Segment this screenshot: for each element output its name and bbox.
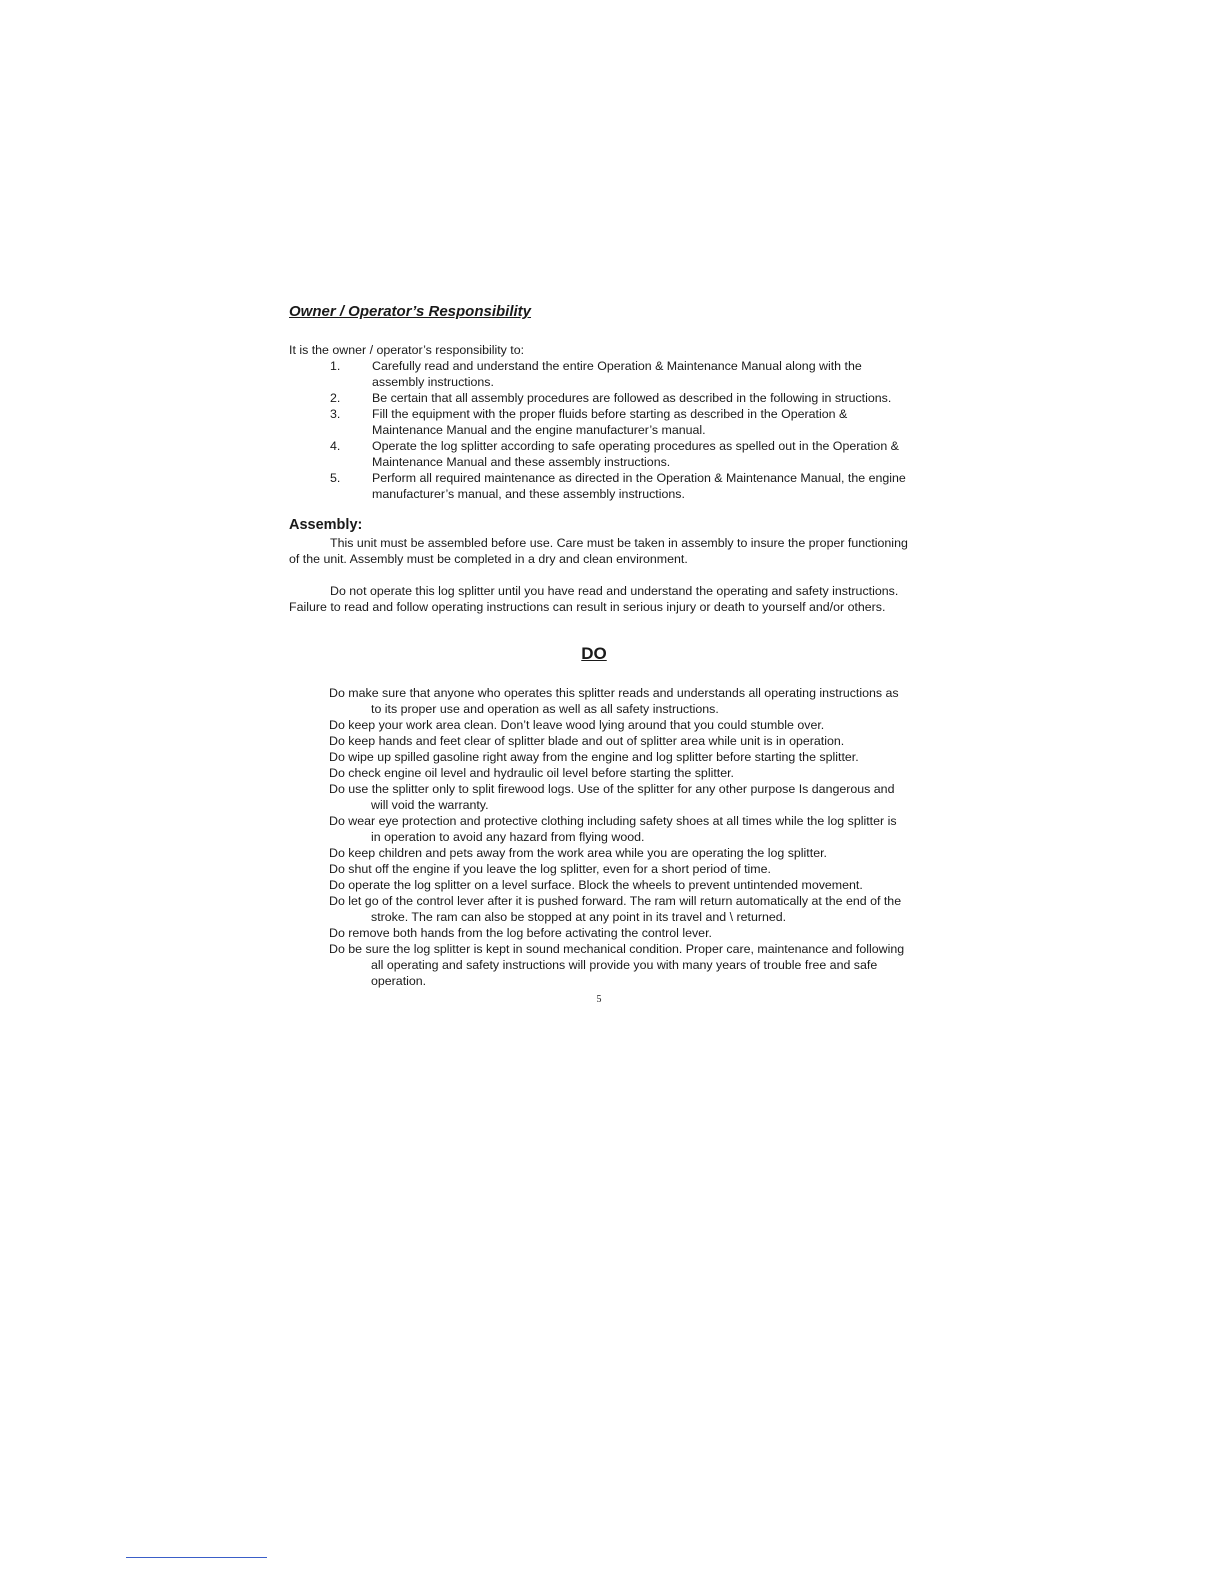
do-item: Do keep your work area clean. Don’t leave wood lying around that you could stumble over. — [329, 718, 825, 732]
list-item-text: Operate the log splitter according to safe operating procedures as spelled out in the Operation & Maintenance Manual and these assembly instructions. — [372, 439, 899, 469]
list-item-text: Carefully read and understand the entire Operation & Maintenance Manual along with the assembly instructions. — [372, 359, 862, 389]
do-item: Do make sure that anyone who operates this splitter reads and understands all operating instructions as to its proper use and operation as well as all safety instructions. — [329, 686, 899, 716]
list-item-number: 3. — [330, 407, 341, 421]
do-item: Do shut off the engine if you leave the log splitter, even for a short period of time. — [329, 862, 771, 876]
do-item: Do remove both hands from the log before activating the control lever. — [329, 926, 712, 940]
owner-responsibility-title: Owner / Operator’s Responsibility — [289, 303, 532, 320]
list-item-number: 2. — [330, 391, 341, 405]
list-item-text: Fill the equipment with the proper fluids before starting as described in the Operation & Maintenance Manual and the engine manufacturer’s manual. — [372, 407, 848, 437]
do-item: Do wear eye protection and protective clothing including safety shoes at all times while the log splitter is in operation to avoid any hazard from flying wood. — [329, 814, 897, 844]
do-list — [289, 685, 909, 989]
do-item: Do operate the log splitter on a level surface. Block the wheels to prevent untintended movement. — [329, 878, 863, 892]
list-item — [289, 358, 909, 390]
assembly-heading: Assembly: — [289, 517, 363, 533]
list-item-number: 5. — [330, 471, 341, 485]
do-item: Do use the splitter only to split firewood logs. Use of the splitter for any other purpose Is dangerous and will void the warranty. — [329, 782, 895, 812]
do-item: Do wipe up spilled gasoline right away from the engine and log splitter before starting the splitter. — [329, 750, 859, 764]
list-item-number: 1. — [330, 359, 341, 373]
list-item — [289, 390, 909, 406]
page-number: 5 — [596, 994, 602, 1005]
list-item-text: Perform all required maintenance as directed in the Operation & Maintenance Manual, the engine manufacturer’s manual, and these assembly instructions. — [372, 471, 906, 501]
do-item: Do keep children and pets away from the work area while you are operating the log splitter. — [329, 846, 827, 860]
list-item — [289, 470, 909, 502]
list-item-text: Be certain that all assembly procedures are followed as described in the following in structions. — [372, 391, 892, 405]
responsibility-list — [289, 358, 909, 502]
do-item: Do check engine oil level and hydraulic oil level before starting the splitter. — [329, 766, 734, 780]
do-item: Do be sure the log splitter is kept in sound mechanical condition. Proper care, maintenance and following all operating and safety instructions will provide you with many years of trouble free and safe operation. — [329, 942, 905, 988]
safety-warning-paragraph: Do not operate this log splitter until you have read and understand the operating and safety instructions. Failure to read and follow operating instructions can result in serious injury or death to yourself and/or others. — [289, 584, 899, 614]
do-heading: DO — [581, 644, 607, 663]
list-item — [289, 406, 909, 438]
do-item: Do keep hands and feet clear of splitter blade and out of splitter area while unit is in operation. — [329, 734, 845, 748]
list-item — [289, 438, 909, 470]
assembly-paragraph: This unit must be assembled before use. Care must be taken in assembly to insure the proper functioning of the unit. Assembly must be completed in a dry and clean environment. — [289, 536, 908, 566]
owner-responsibility-intro: It is the owner / operator’s responsibility to: — [289, 343, 525, 357]
footnote-divider — [126, 1557, 267, 1558]
page-content — [289, 302, 909, 1007]
list-item-number: 4. — [330, 439, 341, 453]
do-item: Do let go of the control lever after it is pushed forward. The ram will return automatically at the end of the stroke. The ram can also be stopped at any point in its travel and \ returned. — [329, 894, 902, 924]
